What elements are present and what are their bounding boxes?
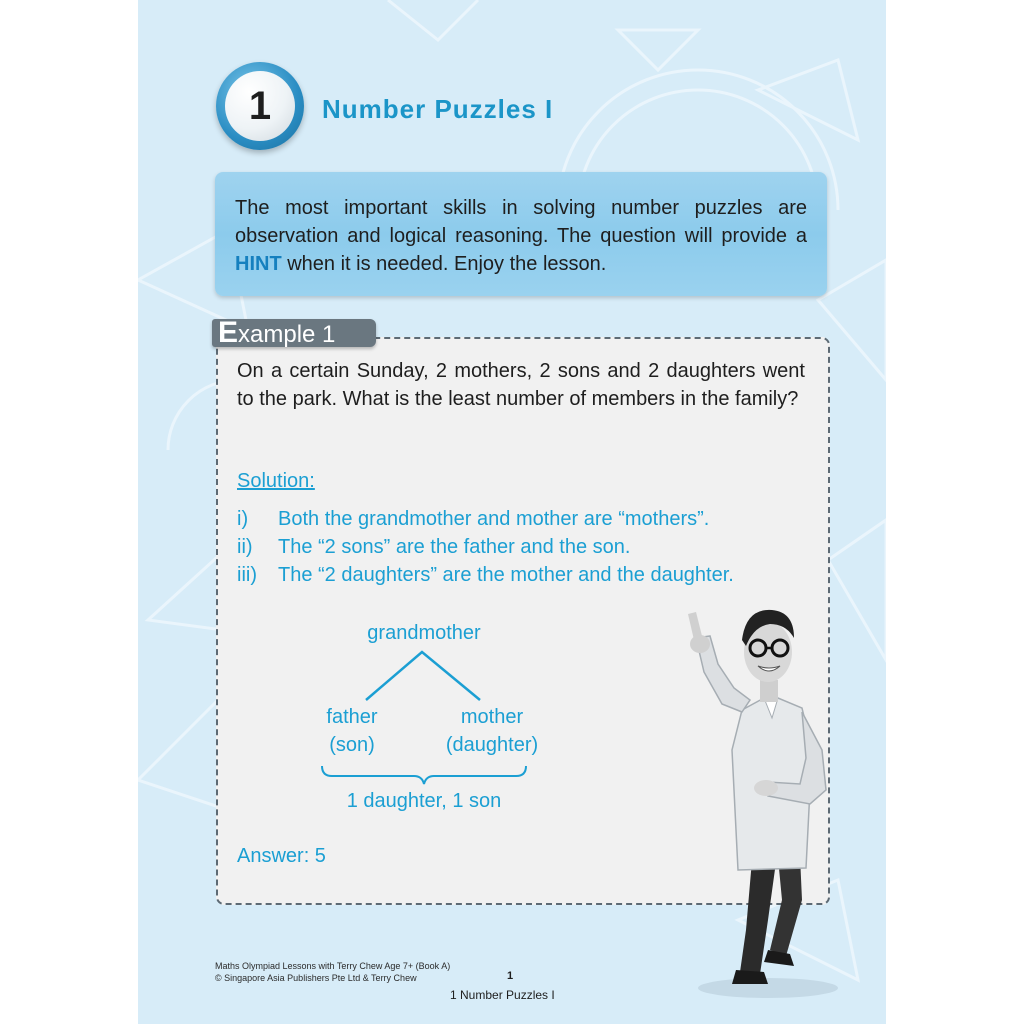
workbook-page (138, 0, 886, 1024)
tree-son: (son) (329, 734, 375, 756)
hint-keyword: HINT (235, 253, 282, 275)
tree-brace (318, 764, 530, 788)
lesson-number-badge (216, 62, 304, 150)
intro-box (215, 172, 827, 296)
example-tab-letter: E (218, 316, 239, 349)
footer-book-title: Maths Olympiad Lessons with Terry Chew Age 7+ (Book A) (215, 961, 451, 971)
tree-father: father (326, 706, 378, 728)
solution-step (237, 505, 734, 533)
solution-step (237, 533, 734, 561)
solution-heading: Solution: (237, 470, 315, 492)
solution-steps (237, 505, 734, 589)
intro-text-part2: when it is needed. Enjoy the lesson. (281, 253, 607, 275)
example-tab (212, 316, 376, 349)
footer-copyright: © Singapore Asia Publishers Pte Ltd & Terry Chew (215, 973, 417, 983)
page-number: 1 (507, 970, 514, 982)
tree-daughter: (daughter) (445, 734, 539, 756)
tree-mother: mother (460, 706, 524, 728)
intro-text (235, 194, 807, 278)
step-text: The “2 sons” are the father and the son. (278, 536, 631, 558)
example-tab-rest: xample 1 (238, 321, 336, 348)
step-text: The “2 daughters” are the mother and the daughter. (278, 564, 734, 586)
step-number: ii) (237, 536, 253, 558)
tree-grandmother: grandmother (367, 622, 481, 644)
lesson-title: Number Puzzles I (322, 94, 554, 124)
step-text: Both the grandmother and mother are “mothers”. (278, 508, 710, 530)
solution-step (237, 561, 734, 589)
intro-text-part1: The most important skills in solving number puzzles are observation and logical reasoning. The question will provide a (235, 197, 807, 247)
teacher-figure-illustration (660, 600, 850, 1000)
example-question: On a certain Sunday, 2 mothers, 2 sons and 2 daughters went to the park. What is the least number of members in the family? (237, 360, 805, 410)
step-number: iii) (237, 564, 257, 586)
tree-result: 1 daughter, 1 son (346, 790, 502, 812)
answer: Answer: 5 (237, 845, 326, 867)
step-number: i) (237, 508, 249, 530)
tree-branch-lines (358, 648, 488, 704)
lesson-number: 1 (225, 71, 295, 141)
footer-chapter-label: 1 Number Puzzles I (450, 988, 555, 1002)
footer-book-info (215, 960, 450, 984)
example-tab-label (218, 316, 336, 349)
